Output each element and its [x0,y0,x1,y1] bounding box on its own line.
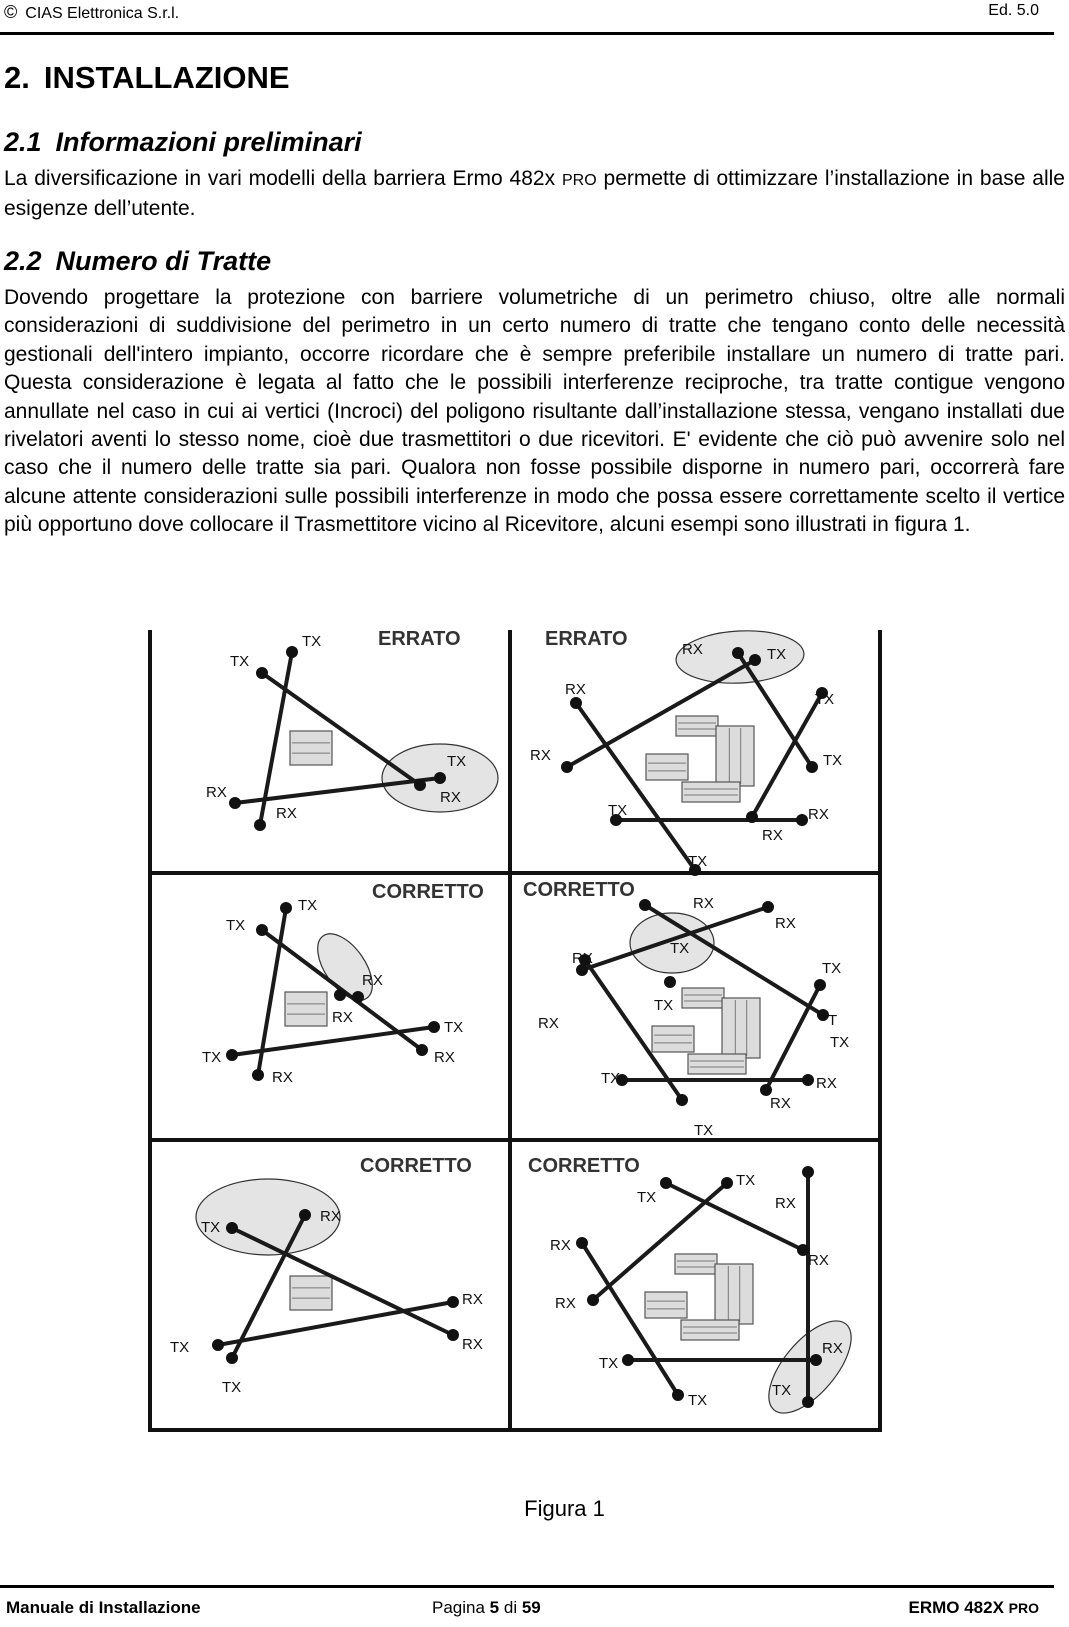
page-total: 59 [521,1598,541,1617]
paragraph-text: permette di ottimizzare l’installazione in base alle esigenze dell’utente. [4,167,1065,221]
sensor-label: T [828,1012,838,1029]
sensor-label: RX [770,1095,791,1112]
sensor-dot [660,1177,672,1189]
building-icon [645,1292,687,1318]
sensor-label: TX [230,653,250,670]
panel-title: CORRETTO [372,881,484,903]
edition-label: Ed. 5.0 [988,2,1039,19]
sensor-dot [447,1329,459,1341]
sensor-label: RX [550,1237,571,1254]
building-icon [290,1276,332,1310]
sensor-dot [226,1049,238,1061]
sensor-label: RX [808,806,829,823]
sensor-label: TX [170,1339,190,1356]
company-name: CIAS Elettronica S.r.l. [25,5,180,22]
figure-frame [150,630,880,1430]
page-label: Pagina [432,1598,485,1617]
sensor-dot [802,1396,814,1408]
sensor-dot [810,1354,822,1366]
footer-product [908,1598,1039,1618]
paragraph-text: La diversificazione in vari modelli della barriera Ermo 482x [4,167,562,190]
sensor-dot [414,779,426,791]
sensor-label: TX [608,802,628,819]
sensor-dot [802,1166,814,1178]
sensor-label: RX [206,784,227,801]
page-number: 5 [489,1598,500,1617]
footer-pagination [432,1598,541,1618]
building-icon [676,716,718,736]
building-icon [675,1254,717,1274]
building-icon [715,1264,753,1324]
building-icon [722,998,760,1058]
sensor-dot [587,1294,599,1306]
section-title: INSTALLAZIONE [43,60,290,95]
sensor-dot [802,1074,814,1086]
header-rule [0,32,1054,35]
sensor-dot [796,814,808,826]
subsection-heading-2 [4,246,271,277]
sensor-label: RX [816,1075,837,1092]
sensor-label: RX [693,895,714,912]
sensor-dot [256,667,268,679]
product-pro: PRO [1008,1600,1039,1616]
section-heading [4,60,290,96]
sensor-label: TX [688,1392,708,1409]
section-number: 2. [4,60,30,95]
building-icon [285,992,327,1026]
sensor-dot [256,924,268,936]
building-icon [652,1026,694,1052]
subsection-title: Numero di Tratte [55,246,272,276]
sensor-label: RX [272,1069,293,1086]
sensor-label: TX [736,1172,756,1189]
building-icon [681,1320,739,1340]
sensor-label: TX [772,1382,792,1399]
sensor-label: TX [222,1379,242,1396]
sensor-label: RX [538,1015,559,1032]
panel-title: ERRATO [378,630,461,650]
sensor-label: TX [226,917,246,934]
sensor-label: RX [320,1208,341,1225]
sensor-label: RX [276,805,297,822]
sensor-label: RX [530,747,551,764]
sensor-label: RX [362,972,383,989]
sensor-dot [299,1209,311,1221]
beam-line [766,985,820,1090]
sensor-dot [746,811,758,823]
sensor-label: RX [682,641,703,658]
beam-line [752,693,822,817]
sensor-label: RX [462,1291,483,1308]
sensor-dot [252,1069,264,1081]
sensor-label: TX [694,1122,714,1139]
beam-line [218,1302,453,1345]
sensor-label: TX [447,753,467,770]
panel-title: ERRATO [545,630,628,650]
sensor-label: RX [332,1009,353,1026]
paragraph-preliminary [4,165,1065,224]
sensor-label: TX [688,853,708,870]
sensor-dot [749,654,761,666]
building-icon [716,726,754,786]
sensor-dot [416,1044,428,1056]
sensor-dot [229,797,241,809]
sensor-dot [254,819,266,831]
sensor-dot [732,647,744,659]
sensor-label: TX [823,752,843,769]
sensor-dot [428,1021,440,1033]
building-icon [682,988,724,1008]
sensor-label: RX [775,915,796,932]
sensor-label: TX [767,646,787,663]
sensor-dot [676,1094,688,1106]
building-icon [682,782,740,802]
sensor-dot [576,1237,588,1249]
sensor-label: TX [298,897,318,914]
subsection-heading-1 [4,127,362,158]
sensor-label: TX [815,691,835,708]
sensor-dot [721,1177,733,1189]
sensor-label: TX [444,1019,464,1036]
sensor-dot [280,902,292,914]
sensor-label: RX [572,950,593,967]
beam-line [593,1183,727,1300]
sensor-label: TX [670,940,690,957]
sensor-dot [570,697,582,709]
panel-title: CORRETTO [360,1155,472,1177]
sensor-dot [434,772,446,784]
subsection-number: 2.2 [4,246,42,276]
panel-title: CORRETTO [528,1155,640,1177]
building-icon [688,1054,746,1074]
figure-caption [0,1496,1069,1522]
sensor-label: RX [440,789,461,806]
subsection-number: 2.1 [4,127,42,157]
pro-tag: PRO [561,172,597,189]
figure-diagram [140,630,920,1490]
sensor-dot [226,1352,238,1364]
figure-1 [140,630,920,1490]
building-icon [646,754,688,780]
panel-title: CORRETTO [523,879,635,901]
page-header [0,0,1069,36]
sensor-dot [806,761,818,773]
sensor-dot [672,1389,684,1401]
sensor-dot [762,901,774,913]
sensor-label: RX [555,1295,576,1312]
sensor-label: TX [830,1034,850,1051]
sensor-label: RX [462,1336,483,1353]
product-name: ERMO 482X [908,1598,1004,1617]
sensor-label: RX [775,1195,796,1212]
sensor-label: TX [822,960,842,977]
header-company [4,2,179,23]
sensor-dot [639,899,651,911]
copyright-icon: © [4,2,18,22]
sensor-dot [286,646,298,658]
sensor-dot [447,1296,459,1308]
sensor-dot [352,991,364,1003]
sensor-dot [226,1222,238,1234]
sensor-dot [664,976,676,988]
sensor-dot [334,989,346,1001]
sensor-label: RX [822,1340,843,1357]
footer-rule [0,1585,1054,1588]
sensor-dot [814,979,826,991]
caption-text: Figura 1 [524,1496,605,1521]
sensor-dot [622,1354,634,1366]
beam-line [232,1228,453,1335]
sensor-label: RX [434,1049,455,1066]
page-of: di [503,1598,518,1617]
sensor-label: RX [762,827,783,844]
sensor-label: TX [302,633,322,650]
sensor-label: TX [201,1219,221,1236]
sensor-label: TX [599,1355,619,1372]
sensor-dot [561,761,573,773]
sensor-label: TX [202,1049,222,1066]
building-icon [290,731,332,765]
paragraph-tratte: Dovendo progettare la protezione con barriere volumetriche di un perimetro chiuso, oltre alle normali considerazioni di suddivisione del perimetro in un certo numero di tratte che tengano conto delle necessità gestionali dell'intero impianto, occorre ricordare che è sempre preferibile installare un numero di tratte pari. Questa considerazione è legata al fatto che le possibili interferenze reciproche, tra tratte contigue vengono annullate nel caso in cui ai vertici (Incroci) del poligono risultante dall’installazione stessa, vengano installati due rivelatori aventi lo stesso nome, cioè due trasmettitori o due ricevitori. E' evidente che ciò può avvenire solo nel caso che il numero delle tratte sia pari. Qualora non fosse possibile disporne in numero pari, occorrerà fare alcune attente considerazioni sulle possibili interferenze in modo che possa essere correttamente scelto il vertice più opportuno dove collocare il Trasmettitore vicino al Ricevitore, alcuni esempi sono illustrati in figura 1. [4,286,1065,537]
sensor-label: TX [654,997,674,1014]
sensor-label: RX [565,681,586,698]
footer-manual: Manuale di Installazione [6,1598,201,1617]
subsection-title: Informazioni preliminari [55,127,362,157]
sensor-label: TX [601,1070,621,1087]
sensor-label: TX [637,1189,657,1206]
sensor-dot [212,1339,224,1351]
sensor-label: RX [808,1252,829,1269]
